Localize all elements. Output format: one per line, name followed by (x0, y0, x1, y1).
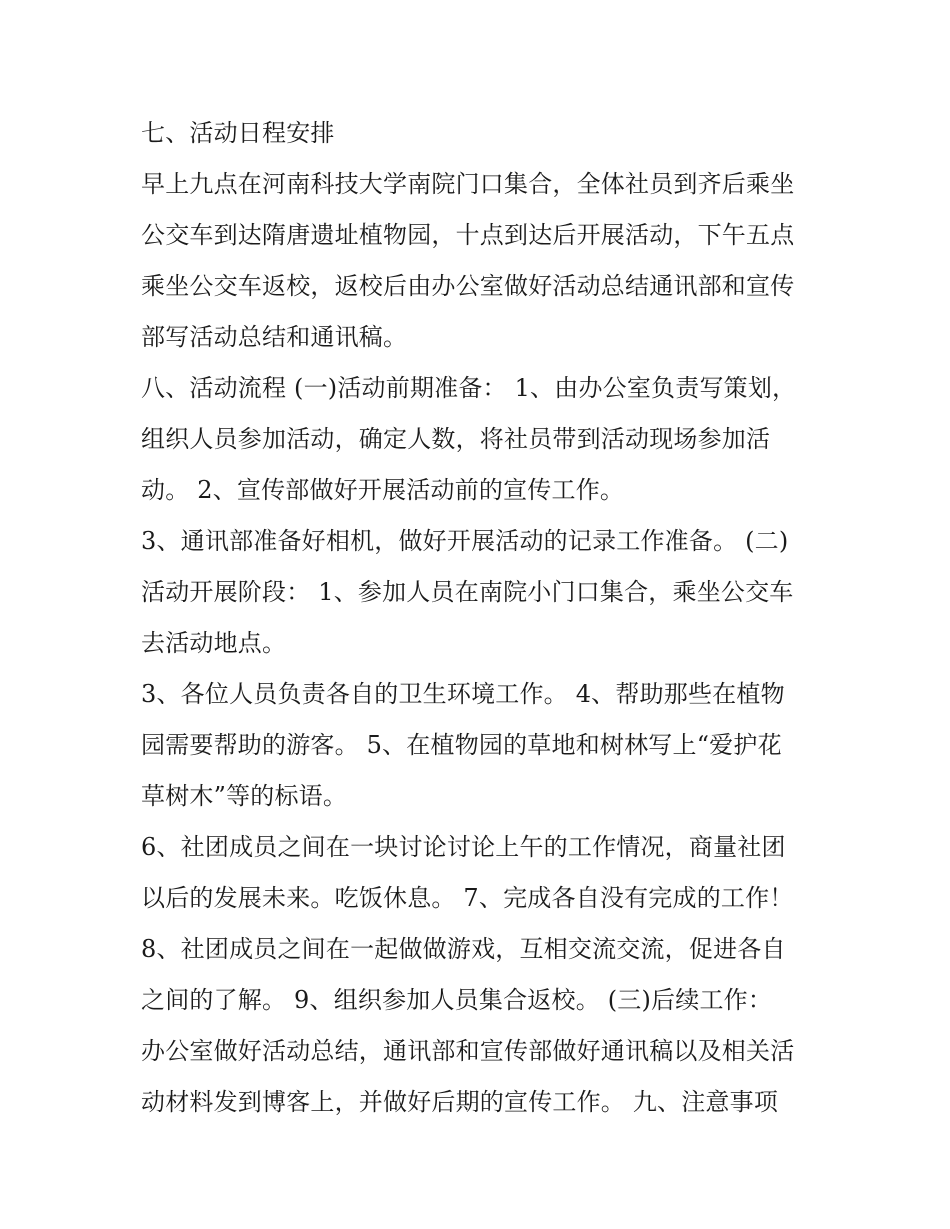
paragraph-line: 草树木”等的标语。 (141, 782, 348, 810)
document-body (141, 108, 821, 1128)
paragraph-line: 动材料发到博客上，并做好后期的宣传工作。 九、注意事项 (141, 1088, 779, 1116)
paragraph-line: 3、通讯部准备好相机，做好开展活动的记录工作准备。 (二) (141, 527, 789, 555)
section-heading-schedule: 七、活动日程安排 (141, 119, 335, 147)
paragraph-line: 之间的了解。 9、组织参加人员集合返校。 (三)后续工作： (141, 986, 773, 1014)
paragraph-line: 园需要帮助的游客。 5、在植物园的草地和树林写上“爱护花 (141, 731, 782, 759)
paragraph-line: 动。 2、宣传部做好开展活动前的宣传工作。 (141, 476, 625, 504)
paragraph-line: 6、社团成员之间在一块讨论讨论上午的工作情况，商量社团 (141, 833, 786, 861)
paragraph-line: 早上九点在河南科技大学南院门口集合，全体社员到齐后乘坐 (141, 170, 795, 198)
paragraph-line: 以后的发展未来。吃饭休息。 7、完成各自没有完成的工作！ (141, 884, 794, 912)
paragraph-line: 办公室做好活动总结，通讯部和宣传部做好通讯稿以及相关活 (141, 1037, 795, 1065)
paragraph-line: 八、活动流程 (一)活动前期准备： 1、由办公室负责写策划， (141, 374, 797, 402)
paragraph-line: 8、社团成员之间在一起做做游戏，互相交流交流，促进各自 (141, 935, 786, 963)
paragraph-line: 乘坐公交车返校，返校后由办公室做好活动总结通讯部和宣传 (141, 272, 795, 300)
paragraph-line: 去活动地点。 (141, 629, 287, 657)
paragraph-line: 公交车到达隋唐遗址植物园，十点到达后开展活动，下午五点 (141, 221, 795, 249)
paragraph-line: 活动开展阶段： 1、参加人员在南院小门口集合，乘坐公交车 (141, 578, 794, 606)
paragraph-line: 组织人员参加活动，确定人数，将社员带到活动现场参加活 (141, 425, 771, 453)
paragraph-line: 3、各位人员负责各自的卫生环境工作。 4、帮助那些在植物 (141, 680, 785, 708)
paragraph-line: 部写活动总结和通讯稿。 (141, 323, 408, 351)
